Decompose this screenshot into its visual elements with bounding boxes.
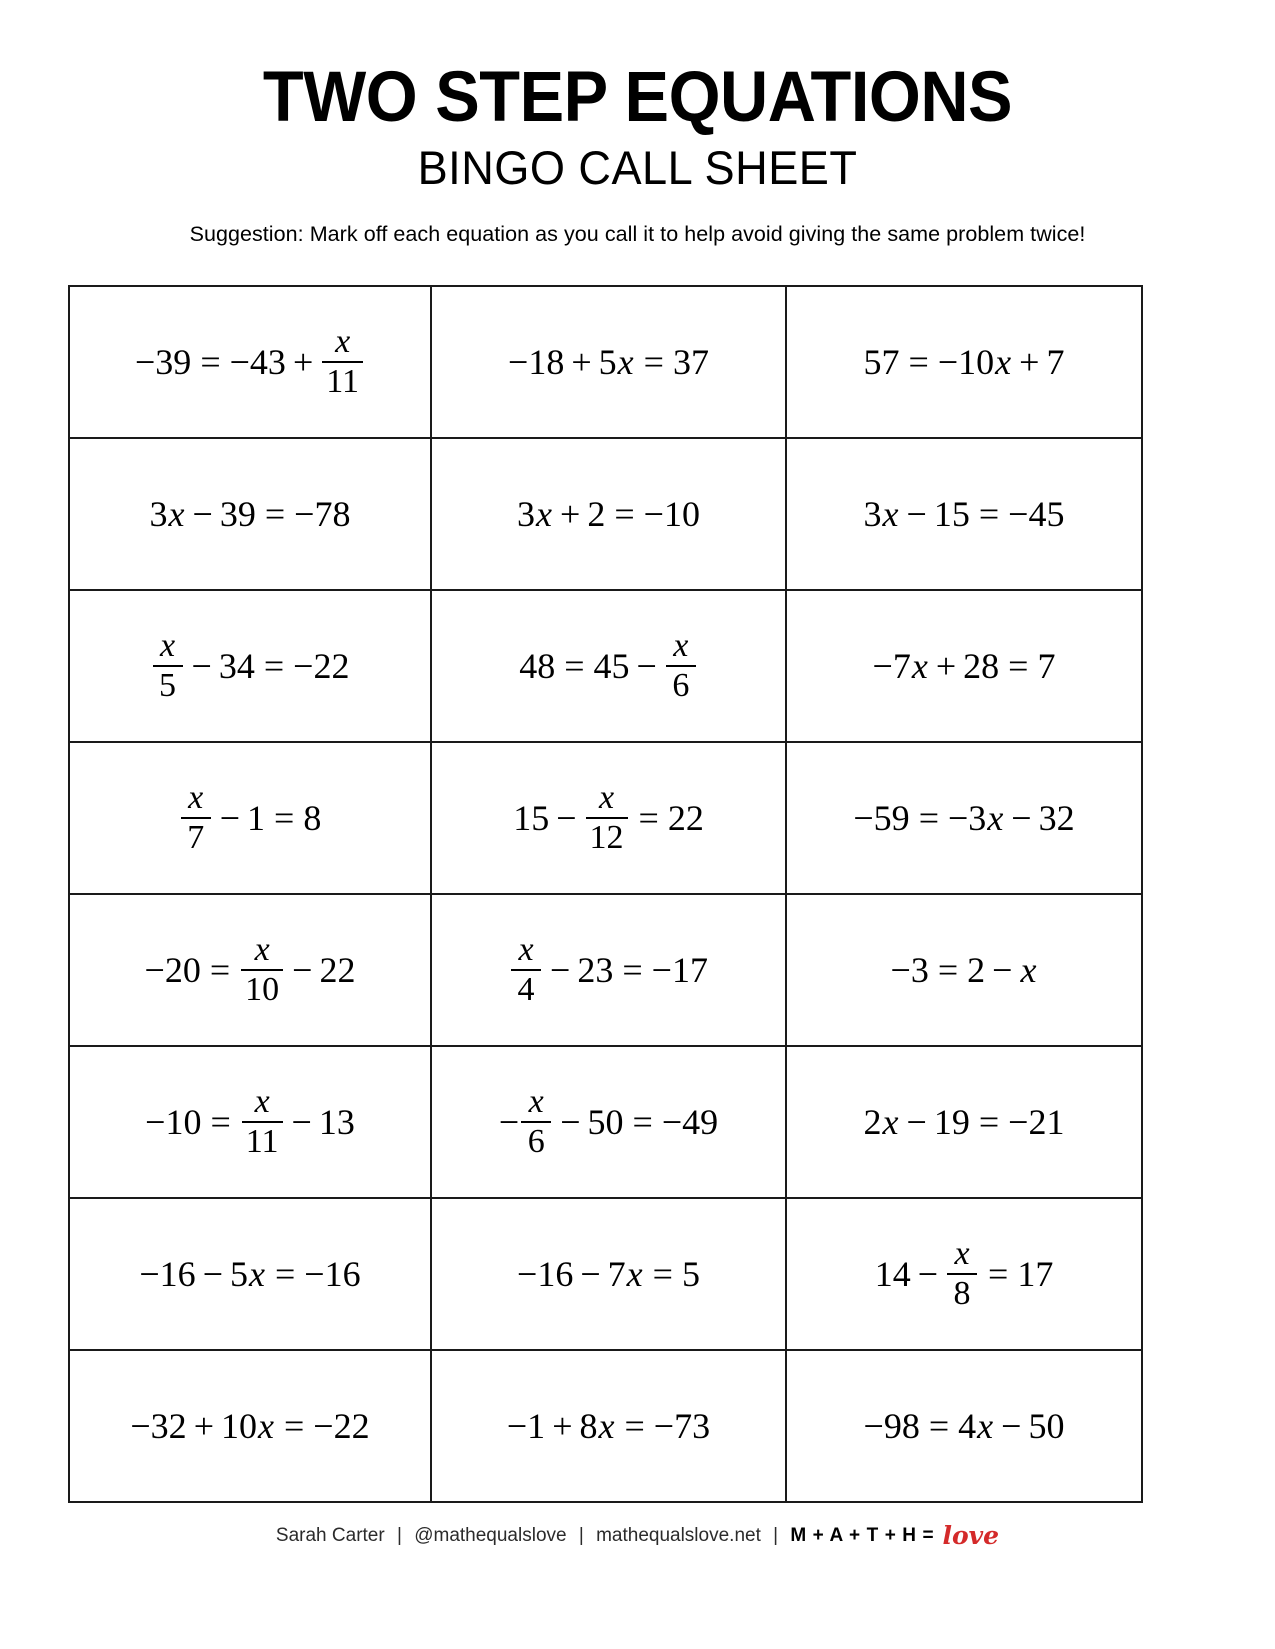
number: 7 [607,1254,626,1294]
number: 3 [863,494,882,534]
operator: − [192,494,213,534]
fraction [511,933,541,1007]
equals-sign: = [564,646,585,686]
equation-expression [179,781,322,855]
equals-sign: = [622,950,643,990]
fraction-numerator: x [254,931,270,968]
number: 23 [577,950,614,990]
variable-x: x [911,646,928,686]
equation-expression [151,629,350,703]
page-title: TWO STEP EQUATIONS [262,58,1013,137]
number: 7 [1037,646,1056,686]
number: 37 [672,342,709,382]
operator: − [560,1102,581,1142]
equation-cell[interactable] [431,1198,786,1350]
fraction-numerator: x [335,323,351,360]
number: 3 [517,494,536,534]
equals-sign: = [978,1102,1000,1142]
fraction-denominator: 11 [245,1123,279,1160]
number: −43 [229,342,286,382]
number: − [498,1102,520,1142]
page-header [0,0,1275,247]
fraction-numerator: x [254,1083,270,1120]
footer-separator-3: | [773,1525,779,1546]
equation-cell[interactable] [69,742,431,894]
variable-x: x [617,342,634,382]
equation-expression [145,1085,355,1159]
number: 5 [230,1254,248,1294]
number: −16 [139,1254,196,1294]
equation-row [69,438,1142,590]
fraction [241,933,283,1007]
number: −20 [144,950,201,990]
equation-cell[interactable] [786,438,1142,590]
number: 1 [247,798,265,838]
fraction [153,629,183,703]
equals-sign: = [978,494,1000,534]
equals-sign: = [652,1254,673,1294]
number: −32 [130,1406,187,1446]
fraction-denominator: 6 [672,667,690,704]
number: −16 [517,1254,574,1294]
operator: − [550,950,571,990]
number: 19 [933,1102,970,1142]
number: 10 [221,1406,257,1446]
number: 22 [319,950,356,990]
number: −10 [145,1102,202,1142]
equals-sign: = [263,646,285,686]
equals-sign: = [918,798,939,838]
fraction [322,325,363,399]
number: 2 [863,1102,882,1142]
equation-cell[interactable] [786,742,1142,894]
equation-row [69,590,1142,742]
footer [0,1518,1275,1550]
operator: − [556,798,577,838]
equation-cell[interactable] [69,1350,431,1502]
equation-cell[interactable] [431,590,786,742]
fraction-numerator: x [598,779,615,816]
fraction-numerator: x [159,627,176,664]
equation-expression [499,1085,718,1159]
operator: − [292,950,313,990]
number: 8 [303,798,322,838]
equals-sign: = [274,1254,296,1294]
footer-author: Sarah Carter [275,1525,385,1546]
equals-sign: = [988,1254,1009,1294]
fraction-numerator: x [673,627,689,664]
operator: − [191,646,212,686]
number: 5 [681,1254,700,1294]
operator: − [636,646,657,686]
equation-row [69,894,1142,1046]
number: −18 [508,342,565,382]
number: 5 [598,342,617,382]
operator: + [560,494,581,534]
equation-row [69,286,1142,438]
number: 22 [667,798,704,838]
equation-expression [517,1256,700,1292]
footer-separator-2: | [578,1525,584,1546]
equation-row [69,742,1142,894]
number: −78 [294,494,351,534]
number: 3 [149,494,168,534]
variable-x: x [882,494,899,534]
number: 34 [218,646,255,686]
equation-expression [507,1408,710,1444]
footer-math-formula: M + A + T + H = [790,1525,935,1546]
equals-sign: = [264,494,286,534]
number: 8 [579,1406,598,1446]
equation-cell[interactable] [786,1350,1142,1502]
equation-cell[interactable] [69,1046,431,1198]
equals-sign: = [632,1102,653,1142]
fraction [242,1085,283,1159]
fraction-numerator: x [518,931,534,968]
fraction-numerator: x [528,1083,544,1120]
equation-expression [508,344,709,380]
footer-website[interactable]: mathequalslove.net [596,1525,761,1546]
variable-x: x [168,494,185,534]
fraction-denominator: 12 [589,819,624,856]
fraction [181,781,211,855]
number: 2 [587,494,606,534]
equation-cell[interactable] [786,590,1142,742]
equation-cell[interactable] [431,1046,786,1198]
number: 28 [963,646,1000,686]
number: 57 [863,342,900,382]
equation-expression [509,933,708,1007]
variable-x: x [1020,950,1037,990]
number: −22 [293,646,350,686]
operator: − [291,1102,312,1142]
operator: − [992,950,1013,990]
operator: − [906,494,927,534]
fraction [586,781,628,855]
number: −39 [135,342,192,382]
number: 4 [958,1406,977,1446]
number: 7 [1046,342,1065,382]
fraction-denominator: 8 [953,1275,971,1312]
equation-cell[interactable] [69,1198,431,1350]
variable-x: x [626,1254,643,1294]
number: −49 [661,1102,719,1142]
number: 13 [318,1102,355,1142]
equation-cell[interactable] [786,1046,1142,1198]
equals-sign: = [937,950,959,990]
number: −22 [313,1406,370,1446]
number: 39 [219,494,256,534]
fraction-denominator: 6 [527,1123,545,1160]
number: −16 [304,1254,361,1294]
fraction [666,629,696,703]
equation-expression [864,344,1065,380]
operator: − [917,1254,938,1294]
footer-handle: @mathequalslove [414,1525,567,1546]
equation-cell[interactable] [69,894,431,1046]
equation-expression [135,325,365,399]
equation-cell[interactable] [69,590,431,742]
variable-x: x [882,1102,899,1142]
equals-sign: = [1008,646,1029,686]
equation-cell[interactable] [431,894,786,1046]
variable-x: x [995,342,1012,382]
footer-separator-1: | [396,1525,402,1546]
equation-expression [853,800,1074,836]
equals-sign: = [614,494,635,534]
equals-sign: = [200,342,221,382]
equation-grid [68,285,1143,1503]
equation-row [69,1198,1142,1350]
operator: + [935,646,957,686]
love-logo: love [942,1521,1000,1550]
equation-cell[interactable] [431,438,786,590]
equation-expression [513,781,704,855]
operator: − [202,1254,223,1294]
variable-x: x [977,1406,994,1446]
operator: + [1019,342,1040,382]
number: 15 [513,798,550,838]
number: −73 [653,1406,711,1446]
number: −3 [890,950,929,990]
equation-cell[interactable] [431,1350,786,1502]
equation-expression [875,1237,1054,1311]
equation-expression [864,1408,1065,1444]
equals-sign: = [643,342,664,382]
variable-x: x [258,1406,274,1446]
operator: − [580,1254,601,1294]
operator: − [1001,1406,1022,1446]
operator: + [193,1406,214,1446]
equation-expression [873,648,1056,684]
number: −7 [872,646,911,686]
equation-grid-wrapper [68,285,1141,1503]
number: −59 [853,798,910,838]
equation-cell[interactable] [786,894,1142,1046]
operator: − [1011,798,1032,838]
equals-sign: = [624,1406,645,1446]
equation-expression [130,1408,369,1444]
number: −10 [937,342,995,382]
equals-sign: = [638,798,659,838]
equation-expression [864,1104,1065,1140]
fraction-denominator: 10 [245,971,280,1008]
operator: + [571,342,592,382]
equation-row [69,1046,1142,1198]
variable-x: x [249,1254,265,1294]
fraction-numerator: x [954,1235,970,1272]
equation-cell[interactable] [431,286,786,438]
number: −98 [863,1406,920,1446]
equation-expression [517,496,700,532]
equation-cell[interactable] [69,438,431,590]
equation-expression [145,933,356,1007]
operator: − [219,798,240,838]
equals-sign: = [210,1102,231,1142]
equation-row [69,1350,1142,1502]
operator: + [552,1406,573,1446]
number: 48 [519,646,556,686]
equation-expression [864,496,1065,532]
fraction [521,1085,551,1159]
equation-expression [891,952,1038,988]
equation-expression [139,1256,360,1292]
fraction [947,1237,977,1311]
equation-expression [519,629,698,703]
number: −45 [1008,494,1065,534]
number: −1 [506,1406,546,1446]
number: 45 [593,646,630,686]
number: 14 [874,1254,911,1294]
number: 2 [967,950,986,990]
number: 17 [1017,1254,1054,1294]
number: 50 [1028,1406,1065,1446]
variable-x: x [598,1406,615,1446]
variable-x: x [987,798,1004,838]
number: −21 [1008,1102,1065,1142]
fraction-denominator: 5 [159,667,177,704]
equals-sign: = [274,798,295,838]
number: 50 [587,1102,624,1142]
equals-sign: = [908,342,929,382]
equals-sign: = [283,1406,305,1446]
operator: − [906,1102,927,1142]
fraction-denominator: 11 [326,363,359,400]
number: −10 [643,494,700,534]
page-subtitle: BINGO CALL SHEET [417,141,858,194]
variable-x: x [536,494,553,534]
fraction-denominator: 4 [517,971,535,1008]
equation-expression [150,496,351,532]
number: 32 [1038,798,1075,838]
equation-cell[interactable] [786,286,1142,438]
suggestion-text: Suggestion: Mark off each equation as you call it to help avoid giving the same problem twice! [189,222,1086,247]
fraction-numerator: x [188,779,204,816]
fraction-denominator: 7 [187,819,205,856]
number: −3 [948,798,987,838]
equals-sign: = [209,950,231,990]
operator: + [292,342,314,382]
equation-cell[interactable] [69,286,431,438]
number: 15 [933,494,970,534]
equation-cell[interactable] [431,742,786,894]
number: −17 [651,950,708,990]
equals-sign: = [928,1406,950,1446]
equation-cell[interactable] [786,1198,1142,1350]
